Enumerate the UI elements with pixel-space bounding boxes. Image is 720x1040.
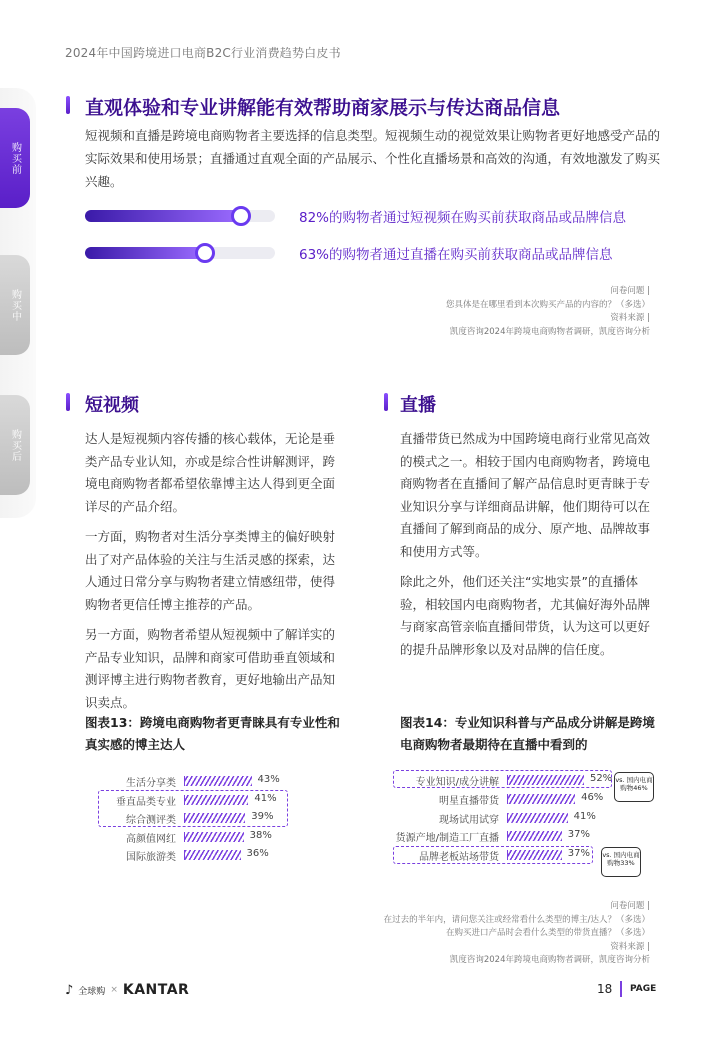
bar-value-label: 43% <box>257 774 280 785</box>
bar <box>507 794 575 804</box>
heading-accent-bar <box>66 96 70 114</box>
side-tab-before-purchase[interactable] <box>0 108 30 208</box>
section-accent-bar <box>66 393 70 411</box>
stat-fill <box>85 210 241 222</box>
bar-category-label: 专业知识/成分讲解 <box>415 777 499 788</box>
stat-fill <box>85 247 205 259</box>
source-label: 资料来源 | <box>610 313 650 323</box>
bar-value-label: 37% <box>567 829 590 841</box>
body-paragraph: 除此之外，他们还关注“实地实景”的直播体验，相较国内电商购物者，尤其偏好海外品牌与商家高管亲临直播间带货，认为这可以更好的提升品牌形象以及对品牌的信任度。 <box>400 574 651 657</box>
question-text: 在购买进口产品时会看什么类型的带货直播？（多选） <box>445 928 650 938</box>
side-tab-label: 购买后 <box>9 428 21 462</box>
comparison-badge: vs. 国内电商购物33% <box>601 847 641 877</box>
page-title: 直观体验和专业讲解能有效帮助商家展示与传达商品信息 <box>85 97 561 119</box>
bar-category-label: 垂直品类专业 <box>116 796 176 808</box>
section-accent-bar <box>384 393 388 411</box>
highlight-box <box>393 770 612 788</box>
bar-value-label: 46% <box>581 791 604 803</box>
bar <box>184 776 252 786</box>
side-tab-label: 购买中 <box>9 288 21 322</box>
source-note-bottom <box>384 900 650 968</box>
bar-value-label: 41% <box>254 792 277 804</box>
livestream-body <box>400 428 662 669</box>
body-paragraph: 直播带货已然成为中国跨境电商行业常见高效的模式之一。相较于国内电商购物者，跨境电商购物者在直播间了解产品信息时更青睐于专业知识分享与详细商品讲解，他们期待可以在直播间了解到商品的成分、原产地、品牌故事和使用方式等。 <box>400 431 651 559</box>
bar-value-label: 41% <box>573 810 596 822</box>
section-heading-short-video: 短视频 <box>85 395 139 416</box>
brand-name: 全球购 <box>78 986 106 997</box>
question-label: 问卷问题 | <box>610 286 650 296</box>
stat-knob <box>195 243 215 263</box>
bar-value-label: 36% <box>246 848 269 859</box>
bar-category-label: 现场试用试穿 <box>439 814 499 826</box>
short-video-body <box>85 428 347 722</box>
bar-category-label: 品牌老板站场带货 <box>419 852 499 864</box>
question-label: 问卷问题 | <box>610 901 650 911</box>
source-label: 资料来源 | <box>610 941 650 952</box>
document-header-title: 2024年中国跨境进口电商B2C行业消费趋势白皮书 <box>65 46 341 60</box>
tiktok-icon: ♪ <box>65 982 74 998</box>
bar-category-label: 明星直播带货 <box>439 795 499 807</box>
stat-text: 82%的购物者通过短视频在购买前获取商品或品牌信息 <box>299 210 627 226</box>
brand-separator: × <box>110 985 118 995</box>
question-text: 在过去的半年内，请问您关注或经常看什么类型的博主/达人？（多选） <box>383 914 650 925</box>
highlight-box <box>393 846 593 864</box>
bar <box>184 832 244 842</box>
body-paragraph: 另一方面，购物者希望从短视频中了解详实的产品专业知识，品牌和商家可借助垂直领域和测评博主进行购物者教育，更好地输出产品知识卖点。 <box>85 627 336 710</box>
comparison-badge: vs. 国内电商购物46% <box>614 772 654 802</box>
figure-13-title: 图表13：跨境电商购物者更青睐具有专业性和真实感的博主达人 <box>85 715 340 752</box>
bar <box>507 831 562 841</box>
source-text: 凯度咨询2024年跨境电商购物者调研，凯度咨询分析 <box>449 326 650 337</box>
body-paragraph: 一方面，购物者对生活分享类博主的偏好映射出了对产品体验的关注与生活灵感的探索，达人通过日常分享与购物者建立情感纽带，使得购物者更信任博主推荐的产品。 <box>85 529 336 612</box>
intro-paragraph: 短视频和直播是跨境电商购物者主要选择的信息类型。短视频生动的视觉效果让购物者更好地感受产品的实际效果和使用场景；直播通过直观全面的产品展示、个性化直播场景和高效的沟通，有效地激发了购买兴趣。 <box>85 128 661 189</box>
figure-14-title: 图表14：专业知识科普与产品成分讲解是跨境电商购物者最期待在直播中看到的 <box>400 715 655 752</box>
bar <box>507 813 568 823</box>
bar-category-label: 生活分享类 <box>126 778 176 789</box>
bar-category-label: 国际旅游类 <box>126 852 176 863</box>
footer-logo <box>65 982 189 998</box>
source-text: 凯度咨询2024年跨境电商购物者调研，凯度咨询分析 <box>449 955 650 965</box>
bar-category-label: 综合测评类 <box>126 815 176 826</box>
bar-value-label: 38% <box>249 829 272 841</box>
stat-text: 63%的购物者通过直播在购买前获取商品或品牌信息 <box>299 247 613 263</box>
bar-category-label: 货源产地/制造工厂直播 <box>395 833 499 845</box>
bar-value-label: 37% <box>567 848 590 860</box>
page-label: PAGE <box>630 984 657 994</box>
stat-knob <box>231 206 251 226</box>
stat-short-video <box>85 204 665 228</box>
bar <box>184 850 241 860</box>
stat-livestream <box>85 241 665 265</box>
side-tab-during-purchase[interactable] <box>0 255 30 355</box>
bar-value-label: 39% <box>251 811 274 822</box>
page-separator <box>620 981 622 997</box>
bar-value-label: 52% <box>589 773 613 784</box>
kantar-logo: KANTAR <box>122 982 190 998</box>
side-tab-label: 购买前 <box>9 141 21 175</box>
bar-category-label: 高颜值网红 <box>126 833 176 845</box>
source-note-top <box>446 285 650 339</box>
body-paragraph: 达人是短视频内容传播的核心载体，无论是垂类产品专业认知，亦或是综合性讲解测评，跨境电商购物者都希望依靠博主达人得到更全面详尽的产品介绍。 <box>85 431 336 514</box>
side-tab-after-purchase[interactable] <box>0 395 30 495</box>
highlight-box <box>98 790 288 827</box>
question-text: 您具体是在哪里看到本次购买产品的内容的？（多选） <box>445 299 650 310</box>
section-heading-livestream: 直播 <box>400 395 436 416</box>
page-number: 18 <box>597 982 613 996</box>
